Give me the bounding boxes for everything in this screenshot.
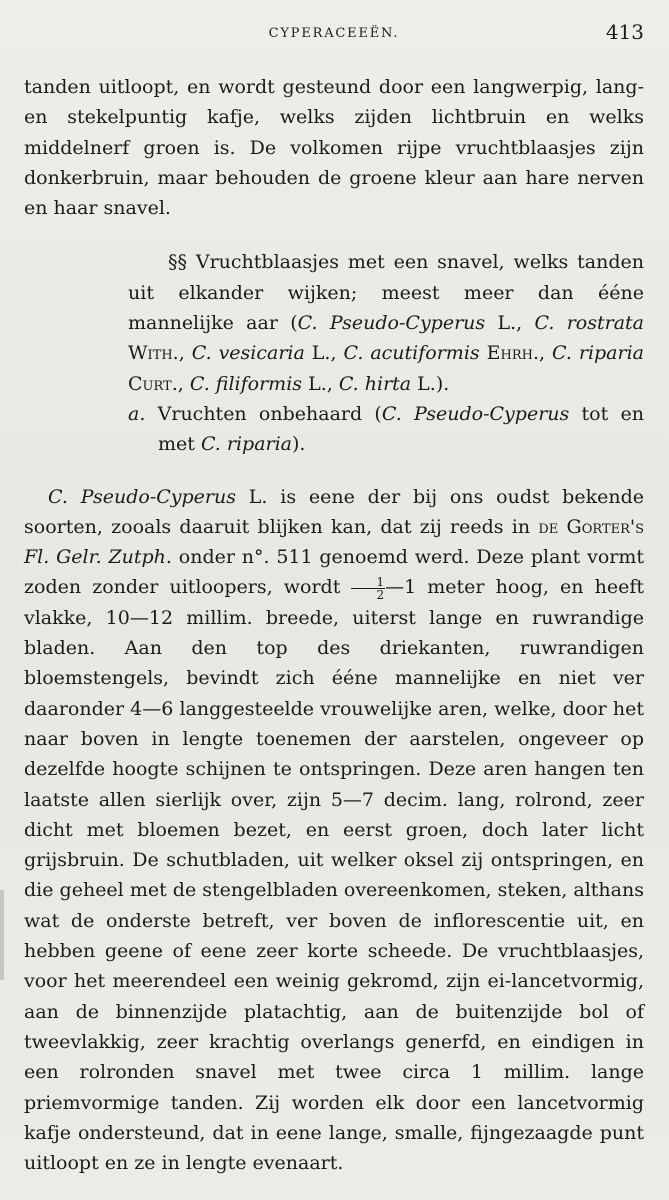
running-title: CYPERACEEËN. [268, 26, 400, 41]
body-text [24, 72, 644, 1178]
fraction-half: $\frac{1}{2}$ [351, 576, 385, 601]
paragraph-continuation: tanden uitloopt, en wordt gesteund door een langwerpig, lang- en stekelpuntig kafje, welks zijden lichtbruin en welks middelnerf groen is. De volkomen rijpe vruchtblaasjes zijn donkerbruin, maar behouden de groene kleur aan hare nerven en haar snavel. [24, 76, 644, 220]
page-edge-shadow [0, 890, 4, 980]
running-head [24, 20, 644, 48]
paragraph-key-section: §§ Vruchtblaasjes met een snavel, welks tanden uit elkander wijken; meest meer dan ééne mannelijke aar (C. Pseudo-Cyperus L., C. rostrata With., C. vesicaria L., C. acutiformis Ehrh., C. riparia Curt., C. filiformis L., C. hirta L.). [128, 251, 644, 395]
paragraph-species-description: C. Pseudo-Cyperus L. is eene der bij ons oudst bekende soorten, zooals daaruit blijken kan, dat zij reeds in de Gorter's Fl. Gelr. Zutph. onder n°. 511 genoemd werd. Deze plant vormt zoden zonder uitloopers, wordt $\frac{1}{2}$ —1 meter hoog, en heeft vlakke, 10—12 millim. breede, uiterst lange en ruwrandige bladen. Aan den top des driekanten, ruwrandigen bloemstengels, bevindt zich éénе mannelijke en niet ver daaronder 4—6 langgesteelde vrouwelijke aren, welke, door het naar boven in lengte toenemen der aarstelen, ongeveer op dezelfde hoogte schijnen te ontspringen. Deze aren hangen ten laatste allen sierlijk over, zijn 5—7 decim. lang, rolrond, zeer dicht met bloemen bezet, en eerst groen, doch later licht grijsbruin. De schutbladen, uit welker oksel zij ontspringen, en die geheel met de stengelbladen overeenkomen, steken, althans wat de onderste betreft, ver boven de inflorescentie uit, en hebben geene of eene zeer korte scheede. De vruchtblaasjes, voor het meerendeel een weinig gekromd, zijn ei-lancetvormig, aan de binnenzijde platachtig, aan de buitenzijde bol of tweevlakkig, zeer krachtig overlangs generfd, en eindigen in een rolronden snavel met twee circa 1 millim. lange priemvormige tanden. Zij worden elk door een lancetvormig kafje ondersteund, dat in eene lange, smalle, fijngezaagde punt uitloopt en ze in lengte evenaart. [24, 485, 644, 1175]
paragraph-key-subsection: a. Vruchten onbehaard (C. Pseudo-Cyperus tot en met C. riparia). [128, 402, 644, 456]
page-number: 413 [605, 20, 644, 44]
